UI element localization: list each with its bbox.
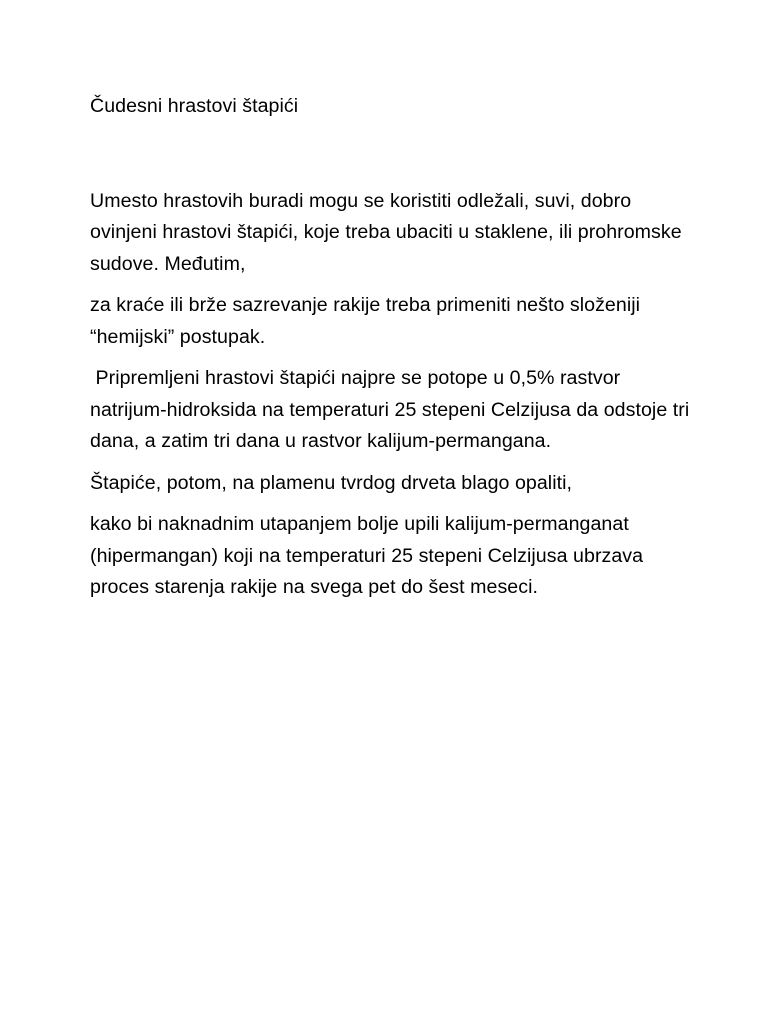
paragraph-3: Pripremljeni hrastovi štapići najpre se potope u 0,5% rastvor natrijum-hidroksida na temperaturi 25 stepeni Celzijusa da odstoje tri dana, a zatim tri dana u rastvor kalijum-permangana. bbox=[90, 367, 695, 452]
document-title: Čudesni hrastovi štapići bbox=[90, 95, 299, 117]
paragraph-2: za kraće ili brže sazrevanje rakije treba primeniti nešto složeniji “hemijski” postupak. bbox=[90, 294, 646, 348]
paragraph-5: kako bi naknadnim utapanjem bolje upili kalijum-permanganat (hipermangan) koji na temperaturi 25 stepeni Celzijusa ubrzava proces starenja rakije na svega pet do šest meseci. bbox=[90, 513, 649, 598]
paragraph-1: Umesto hrastovih buradi mogu se koristiti odležali, suvi, dobro ovinjeni hrastovi štapići, koje treba ubaciti u staklene, ili prohromske sudove. Međutim, bbox=[90, 189, 688, 275]
paragraph-4: Štapiće, potom, na plamenu tvrdog drveta blago opaliti, bbox=[90, 471, 573, 494]
document-body bbox=[90, 91, 695, 614]
